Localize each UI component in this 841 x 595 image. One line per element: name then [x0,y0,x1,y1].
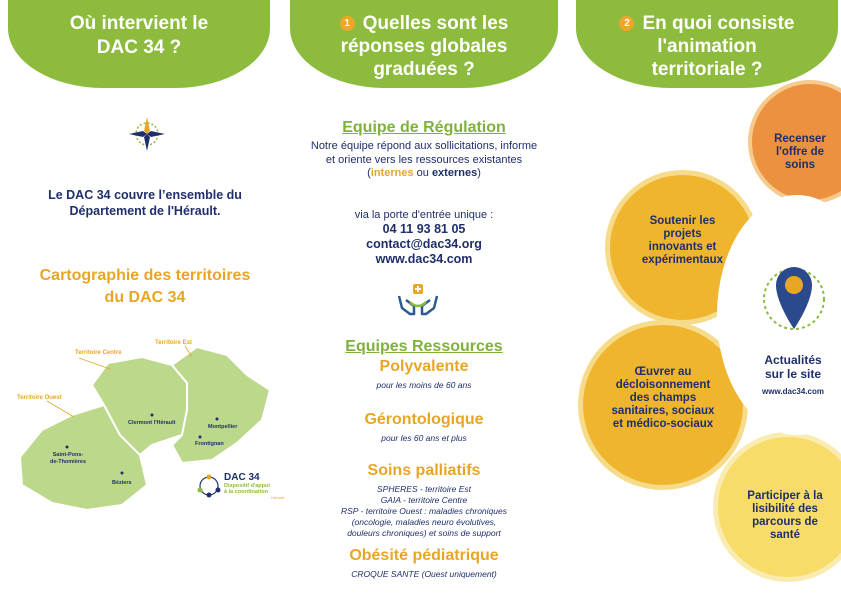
internes-text: internes [370,167,414,179]
gerontologique-title: Gérontologique [364,411,484,428]
resources-title: Equipes Ressources [345,338,503,355]
coverage-text: Le DAC 34 couvre l’ensemble du Département de l'Hérault. [48,188,242,218]
contact-phone: 04 11 93 81 05 [382,222,466,236]
header-col1 [8,0,270,88]
palliatifs-title: Soins palliatifs [367,462,481,479]
location-pin-icon [758,255,830,335]
label-territoire-ouest: Territoire Ouest [17,395,62,401]
number-badge-1: 1 [340,16,355,31]
header-col2: 1 Quelles sont les réponses globales graduées ? [290,0,558,88]
dac-logo-icon [196,473,222,499]
polyvalente-title: Polyvalente [379,358,469,375]
label-montpellier: Montpellier [208,424,238,430]
news-title: Actualités sur le site [764,353,822,381]
caring-hands-icon [396,282,440,318]
label-territoire-est: Territoire Est [155,340,192,346]
number-badge-2: 2 [619,16,634,31]
obesite-title: Obésité pédiatrique [349,547,499,564]
label-beziers: Béziers [112,480,132,486]
label-saint-pons: Saint-Pons- de-Thomières [49,452,87,465]
news-website[interactable]: www.dac34.com [762,387,824,396]
header-col1-text: Où intervient le DAC 34 ? [69,13,209,58]
text-soutenir: Soutenir les projets innovants et expérimentaux [641,215,724,266]
externes-text: externes [431,167,478,179]
regulation-text: Notre équipe répond aux sollicitations, informe et oriente vers les ressources existantes (internes ou externes) [310,140,538,179]
compass-icon [125,113,169,155]
text-participer: Participer à la lisibilité des parcours de santé [747,490,823,541]
text-recenser: Recenser l'offre de soins [774,133,826,171]
polyvalente-sub: pour les moins de 60 ans [376,380,472,390]
label-frontignan: Frontignan [195,441,224,447]
label-territoire-centre: Territoire Centre [75,350,122,356]
label-clermont: Clermont l'Hérault [128,420,176,426]
regulation-title: Equipe de Régulation [342,119,506,136]
gerontologique-sub: pour les 60 ans et plus [381,433,467,443]
palliatifs-text: SPHERES - territoire Est GAIA - territoire Centre RSP - territoire Ouest : maladies chroniques (oncologie, maladies neuro évolutives, douleurs chroniques) et soins de support [341,484,507,538]
obesite-sub: CROQUE SANTE (Ouest uniquement) [351,569,497,579]
text-oeuvrer: Œuvrer au décloisonnement des champs sanitaires, sociaux et médico-sociaux [611,366,715,430]
contact-email[interactable]: contact@dac34.org [366,237,482,251]
dac-logo-text: DAC 34 Dispositif d'appui à la coordination Hérault [224,472,284,500]
contact-website[interactable]: www.dac34.com [375,252,473,266]
contact-block: via la porte d'entrée unique : 04 11 93 81 05 contact@dac34.org www.dac34.com [283,208,565,267]
header-col3: 2 En quoi consiste l'animation territoriale ? [576,0,838,88]
map-title: Cartographie des territoires du DAC 34 [39,267,251,306]
